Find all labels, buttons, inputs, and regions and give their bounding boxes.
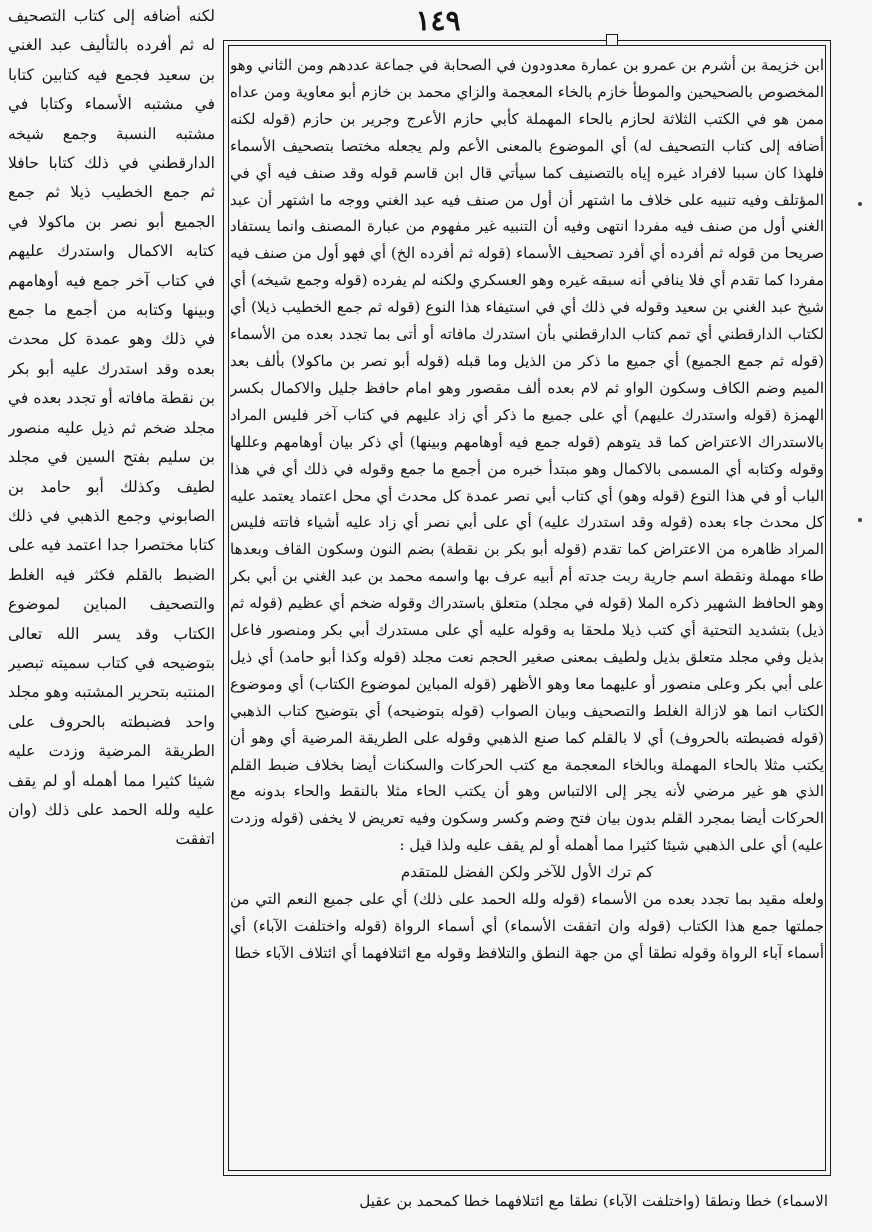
margin-commentary-paragraph: لكنه أضافه إلى كتاب التصحيف له ثم أفرده بالتأليف عبد الغني بن سعيد فجمع فيه كتابين كتابا في مشتبه الأسماء وكتابا في مشتبه النسبة وجمع شيخه الدارقطني في ذلك كتابا حافلا ثم جمع الخطيب ذيلا ثم جمع الجميع أبو نصر بن ماكولا في كتابه الاكمال واستدرك عليهم في كتاب آخر جمع فيه أوهامهم وبينها وكتابه من أجمع ما جمع في ذلك وهو عمدة كل محدث بعده وقد استدرك عليه أبو بكر بن نقطة مافاته أو تجدد بعده في مجلد ضخم ثم ذيل عليه منصور بن سليم بفتح السين في مجلد لطيف وكذلك أبو حامد بن الصابوني وجمع الذهبي في ذلك كتابا مختصرا جدا اعتمد فيه على الضبط بالقلم فكثر فيه الغلط والتصحيف المباين لموضوع الكتاب وقد يسر الله تعالى بتوضيحه في كتاب سميته تبصير المنتبه بتحرير المشتبه وهو مجلد واحد فضبطته بالحروف على الطريقة المرضية وزدت عليه شيئا كثيرا مما أهمله أو لم يقف عليه ولله الحمد على ذلك (وان اتفقت [8, 7, 215, 849]
main-commentary-paragraph: ابن خزيمة بن أشرم بن عمرو بن عمارة معدودون في الصحابة في جماعة عددهم ومن الثاني وهو المخصوص بالصحيحين والموطأ خازم بالخاء المعجمة والزاي محمد بن خازم أبو معاوية ومن عداه ممن هو في الكتب الثلاثة لحازم بالحاء المهملة كأبي حازم الأعرج وجرير بن حازم (قوله لكنه أضافه إلى كتاب التصحيف له) أي الموضوع بالمعنى الأعم ولم يجعله مختصا بتصحيف الأسماء فلهذا كان سببا لافراد غيره إياه بالتصنيف كما سيأتي قال ابن قاسم قوله وقد صنف فيه أي في المؤتلف وفيه تنبيه على خلاف ما اشتهر أن أول من صنف فيه عبد الغني ووجه ما اشتهر أن عبد الغني أول من صنف فيه مفردا انتهى وفيه أن التنبيه غير مفهوم من عبارة المصنف وانما يستفاد صريحا من قوله ثم أفرده أي أفرد تصحيف الأسماء (قوله ثم أفرده الخ) أي فهو أول من صنف فيه مفردا كما تقدم أي فلا ينافي أنه سبقه غيره وهو العسكري ولكنه لم يفرده (قوله وجمع شيخه) أي شيخ عبد الغني بن سعيد وقوله في ذلك أي في استيفاء هذا النوع (قوله ثم جمع الخطيب ذيلا) أي لكتاب الدارقطني أي تمم كتاب الدارقطني بأن استدرك مافاته أو أتى بما تجدد بعده من الأسماء (قوله ثم جمع الجميع) أي جميع ما ذكر من الذيل وما قبله (قوله أبو نصر بن ماكولا) بألف بعد الميم وضم الكاف وسكون الواو ثم لام بعده ألف مقصور وهو امام حافظ جليل والاكمال بكسر الهمزة (قوله واستدرك عليهم) أي على جميع ما ذكر أي زاد عليهم في كتاب آخر فليس المراد بالاستدراك الاعتراض كما قد يتوهم (قوله جمع فيه أوهامهم وبينها) أي ذكر بيان أوهامهم وعللها وقوله وكتابه أي المسمى بالاكمال وهو مبتدأ خبره من أجمع ما جمع وقوله في ذلك أي في هذا الباب أو في هذا النوع (قوله وهو) أي كتاب أبي نصر عمدة كل محدث أي محل اعتماد يعتمد عليه كل محدث جاء بعده (قوله وقد استدرك عليه) أي على أبي نصر أي زاد عليه أشياء فاتته فليس المراد ظاهره من الاعتراض كما تقدم (قوله أبو بكر بن نقطة) بضم النون وسكون القاف وبعدها طاء مهملة ونقطة اسم جارية ربت جدته أم أبيه عرف بها واسمه محمد بن عبد الغني بن أبي بكر وهو الحافظ الشهير ذكره الملا (قوله في مجلد) متعلق باستدراك وقوله ضخم أي عظيم (قوله ثم ذيل) بتشديد التحتية أي كتب ذيلا ملحقا به وقوله عليه أي على مستدرك أبي بكر ومنصور فاعل بذيل وفي مجلد متعلق بذيل ولطيف بمعنى صغير الحجم نعت مجلد (قوله وكذا أبو حامد) أي ذيل على أبي بكر وعلى منصور أو عليهما معا وهو الأظهر (قوله المباين لموضوع الكتاب) أي وموضوع الكتاب انما هو لازالة الغلط والتصحيف وبيان الصواب (قوله بتوضيحه) أي بتوضيح كتاب الذهبي (قوله فضبطته بالحروف) أي لا بالقلم كما صنع الذهبي وقوله على الطريقة المرضية أي وهو أن يكتب مثلا بالحاء المهملة وبالخاء المعجمة مع كتب الحركات والسكنات أيضا بخلاف ضبط القلم الذي هو غير مرضي لأنه يجر إلى الالتباس وهو أن يكتب الحاء مثلا بالنقط والحاء بدونه مع الحركات أيضا بمجرد القلم بدون بيان فتح وضم وكسر وسكون وفيه تعريض لا يخفى (قوله وزدت عليه) أي على الذهبي شيئا كثيرا مما أهمله أو لم يقف عليه ولذا قيل : [230, 56, 824, 855]
frame-ornament [606, 34, 618, 46]
page-number: ١٤٩ [415, 4, 461, 37]
verse-line: كم ترك الأول للآخر ولكن الفضل للمتقدم [400, 863, 654, 882]
main-commentary [230, 52, 824, 1182]
scan-mark [858, 518, 862, 522]
margin-commentary [8, 2, 215, 1182]
scan-mark [858, 202, 862, 206]
footer-line: الاسماء) خطا ونطقا (واختلفت الآباء) نطقا مع ائتلافهما خطا كمحمد بن عقيل [359, 1192, 828, 1210]
main-commentary-closing-paragraph: ولعله مقيد بما تجدد بعده من الأسماء (قوله ولله الحمد على ذلك) أي على جميع النعم التي من جملتها جمع هذا الكتاب (قوله وان اتفقت الأسماء) أي أسماء الرواة (قوله واختلفت الآباء) أي أسماء آباء الرواة وقوله نطقا أي من جهة النطق والتلافظ وقوله مع ائتلافهما أي ائتلاف الآباء خطا [230, 890, 824, 962]
